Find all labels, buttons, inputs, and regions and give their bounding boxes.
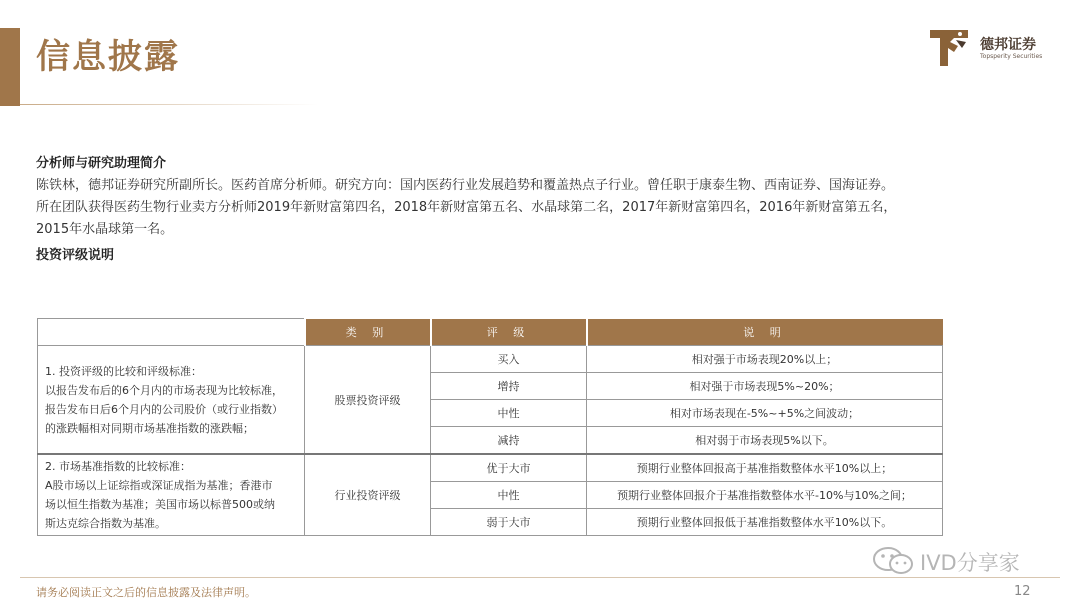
- footer-disclaimer: 请务必阅读正文之后的信息披露及法律声明。: [36, 586, 256, 599]
- grade-cell: 优于大市: [431, 454, 587, 481]
- analyst-bio-line: 所在团队获得医药生物行业卖方分析师2019年新财富第四名，2018年新财富第五名、水晶球第二名，2017年新财富第四名，2016年新财富第五名，: [36, 200, 897, 215]
- logo-name-en: Topsperity Securities: [980, 53, 1043, 60]
- analyst-bio-line: 陈铁林，德邦证券研究所副所长。医药首席分析师。研究方向：国内医药行业发展趋势和覆盖热点子行业。曾任职于康泰生物、西南证券、国海证券。: [36, 178, 895, 193]
- page-number: 12: [1014, 584, 1031, 599]
- description-cell: 预期行业整体回报低于基准指数整体水平10%以下。: [587, 509, 943, 536]
- analyst-bio-line: 2015年水晶球第一名。: [36, 222, 174, 237]
- rating-heading: 投资评级说明: [36, 248, 115, 263]
- description-cell: 预期行业整体回报高于基准指数整体水平10%以上；: [587, 454, 943, 481]
- wechat-icon: [872, 546, 916, 576]
- table-row: [38, 454, 943, 481]
- company-logo: [928, 26, 1058, 70]
- description-cell: 相对市场表现在-5%~+5%之间波动；: [587, 400, 943, 427]
- criteria-line: 报告发布日后6个月内的公司股价（或行业指数）: [45, 402, 283, 416]
- criteria-line: 1. 投资评级的比较和评级标准：: [45, 364, 202, 378]
- grade-cell: 增持: [431, 373, 587, 400]
- grade-cell: 中性: [431, 482, 587, 509]
- rating-table: [37, 318, 943, 536]
- description-cell: 相对强于市场表现5%~20%；: [587, 373, 943, 400]
- analyst-heading: 分析师与研究助理简介: [36, 156, 167, 171]
- criteria-line: 场以恒生指数为基准；美国市场以标普500或纳: [45, 498, 275, 512]
- grade-cell: 弱于大市: [431, 509, 587, 536]
- rating-table-header: [38, 319, 943, 346]
- header-category: 类 别: [305, 319, 431, 346]
- footer-divider: [20, 577, 1060, 578]
- criteria-stock: [38, 346, 305, 454]
- grade-cell: 中性: [431, 400, 587, 427]
- category-stock: 股票投资评级: [305, 346, 431, 454]
- table-row: [38, 346, 943, 373]
- criteria-industry: [38, 454, 305, 535]
- description-cell: 相对弱于市场表现5%以下。: [587, 427, 943, 454]
- description-cell: 预期行业整体回报介于基准指数整体水平-10%与10%之间；: [587, 482, 943, 509]
- title-accent-bar: [0, 28, 20, 106]
- grade-cell: 买入: [431, 346, 587, 373]
- description-cell: 相对强于市场表现20%以上；: [587, 346, 943, 373]
- analyst-bio: [36, 175, 1036, 241]
- logo-name-cn: 德邦证券: [980, 37, 1036, 53]
- criteria-line: A股市场以上证综指或深证成指为基准；香港市: [45, 479, 273, 493]
- header-blank-cell: [38, 319, 305, 346]
- category-industry: 行业投资评级: [305, 454, 431, 535]
- criteria-line: 2. 市场基准指数的比较标准：: [45, 460, 191, 474]
- header-description: 说 明: [587, 319, 943, 346]
- title-divider: [20, 104, 318, 105]
- page-title: 信息披露: [36, 37, 180, 77]
- watermark-text: IVD分享家: [920, 551, 1020, 575]
- header-grade: 评 级: [431, 319, 587, 346]
- criteria-line: 斯达克综合指数为基准。: [45, 517, 166, 531]
- logo-mark-icon: [928, 26, 972, 70]
- criteria-line: 的涨跌幅相对同期市场基准指数的涨跌幅；: [45, 421, 254, 435]
- grade-cell: 减持: [431, 427, 587, 454]
- criteria-line: 以报告发布后的6个月内的市场表现为比较标准，: [45, 383, 283, 397]
